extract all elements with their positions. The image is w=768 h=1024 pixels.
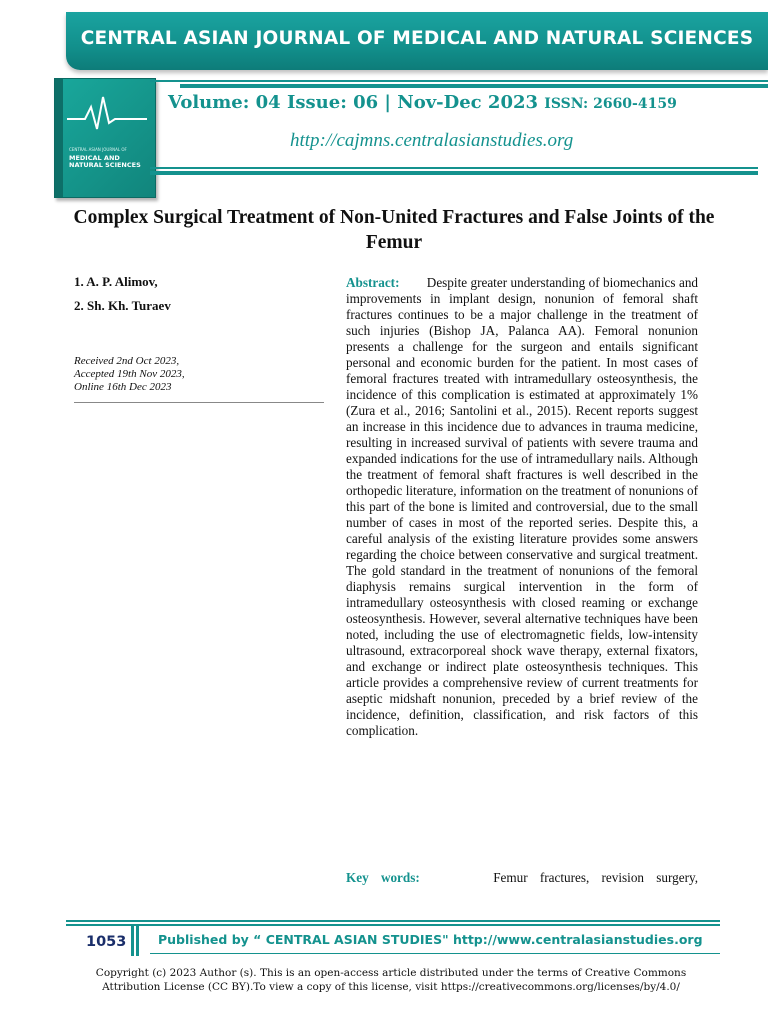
cover-spine xyxy=(55,79,63,197)
article-dates xyxy=(74,355,185,394)
header-rule-bottom-thick xyxy=(150,171,758,175)
journal-cover-image xyxy=(54,78,156,198)
publisher-link[interactable]: Published by “ CENTRAL ASIAN STUDIES" http://www.centralasianstudies.org xyxy=(158,932,703,947)
issn: ISSN: 2660-4159 xyxy=(544,96,677,112)
received-date: Received 2nd Oct 2023, xyxy=(74,355,180,367)
cover-name-line1: MEDICAL AND xyxy=(69,154,120,162)
keywords-label: Key words: xyxy=(346,870,420,885)
heartbeat-icon xyxy=(67,89,147,139)
abstract xyxy=(346,275,698,739)
page-number: 1053 xyxy=(86,934,127,950)
header-rule-top-thick xyxy=(180,84,768,88)
dates-divider xyxy=(74,402,324,403)
abstract-label: Abstract: xyxy=(346,275,400,290)
journal-url-link[interactable]: http://cajmns.centralasianstudies.org xyxy=(290,130,574,151)
article-title: Complex Surgical Treatment of Non-United Fractures and False Joints of the Femur xyxy=(73,207,715,253)
keywords-text: Femur fractures, revision surgery, xyxy=(493,870,698,885)
copyright-notice: Copyright (c) 2023 Author (s). This is an open-access article distributed under the terms of Creative Commons Attribution License (CC BY).To view a copy of this license, visit https://creativecommons.org/licenses/by/4.0/ xyxy=(95,967,687,993)
author-item: 1. A. P. Alimov, xyxy=(74,274,158,289)
journal-banner xyxy=(66,12,768,70)
cover-small-text: CENTRAL ASIAN JOURNAL OF xyxy=(69,147,127,152)
header-rule-bottom-thin xyxy=(150,167,758,169)
footer-rule-bottom xyxy=(150,953,720,954)
volume-text: Volume: 04 Issue: 06 | Nov-Dec 2023 xyxy=(168,92,545,113)
volume-issue xyxy=(168,92,677,113)
footer-rule-second xyxy=(66,924,720,926)
author-item: 2. Sh. Kh. Turaev xyxy=(74,298,171,313)
header-rule-top-thin xyxy=(150,80,768,82)
footer-divider-bar xyxy=(131,926,134,956)
journal-title: CENTRAL ASIAN JOURNAL OF MEDICAL AND NATURAL SCIENCES xyxy=(80,28,754,49)
online-date: Online 16th Dec 2023 xyxy=(74,381,172,393)
keywords xyxy=(346,870,698,886)
cover-journal-name xyxy=(69,155,149,169)
footer-rule-top xyxy=(66,920,720,922)
cover-name-line2: NATURAL SCIENCES xyxy=(69,161,141,169)
abstract-text: Despite greater understanding of biomechanics and improvements in implant design, nonunion of femoral shaft fractures continues to be a major challenge in the treatment of such injuries (Bishop JA, Palanca AA). Femoral nonunion presents a challenge for the surgeon and entails significant personal and economic burden for the patient. In most cases of femoral fractures treated with intramedullary osteosynthesis, the incidence of this complication is estimated at approximately 1% (Zura et al., 2016; Santolini et al., 2015). Recent reports suggest an increase in this incidence due to advances in trauma medicine, resulting in increased survival of patients with severe trauma and expanded indications for the use of intramedullary nails. Although the treatment of femoral shaft fractures is well described in the orthopedic literature, information on the treatment of nonunions of this part of the bone is limited and controversial, due to the small number of cases in most of the reported series. Despite this, a careful analysis of the existing literature provides some answers regarding the choice between conservative and surgical treatment. The gold standard in the treatment of nonunions of the femoral diaphysis remains surgical intervention in the form of intramedullary osteosynthesis with closed reaming or exchange osteosynthesis. However, several alternative techniques have been noted, including the use of electromagnetic fields, low-intensity ultrasound, extracorporeal shock wave therapy, external fixators, and exchange or indirect plate osteosynthesis techniques. This article provides a comprehensive review of current treatments for aseptic midshaft nonunion, preceded by a brief review of the incidence, definition, classification, and risk factors of this complication. xyxy=(346,275,699,738)
author-list xyxy=(74,274,171,322)
footer-divider-bar xyxy=(136,926,139,956)
accepted-date: Accepted 19th Nov 2023, xyxy=(74,368,185,380)
